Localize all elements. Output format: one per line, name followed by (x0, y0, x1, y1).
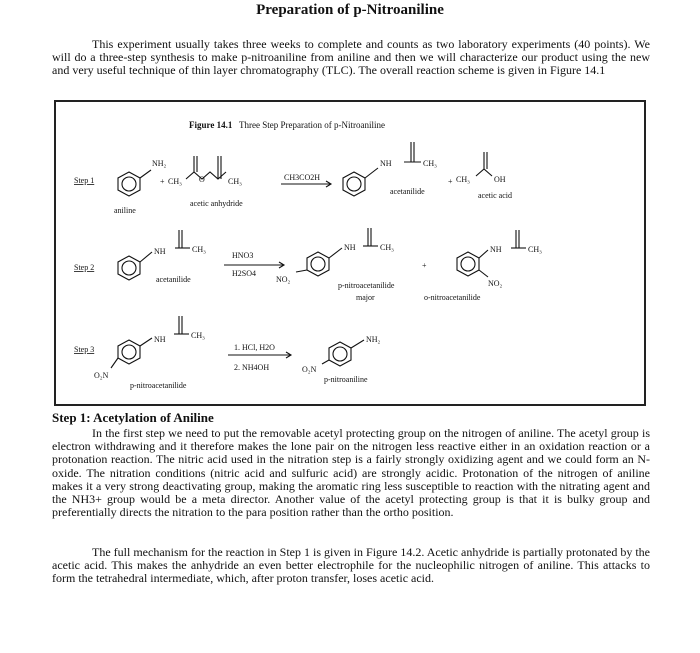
step3-reagent-bottom: 2. NH4OH (234, 363, 270, 372)
page-title: Preparation of p-Nitroaniline (256, 2, 444, 18)
p-nitroaniline-name: p-nitroaniline (324, 375, 368, 384)
reaction-scheme (56, 102, 648, 408)
o-nitroacetanilide-name: o-nitroacetanilide (424, 293, 481, 302)
p-nitroacetanilide-name: p-nitroacetanilide (338, 281, 395, 290)
svg-text:NH: NH (344, 243, 356, 252)
step3-reagent-top: 1. HCl, H2O (234, 343, 275, 352)
step2-plus: + (422, 261, 427, 270)
svg-text:CH₃: CH₃ (191, 331, 205, 340)
svg-text:NH: NH (490, 245, 502, 254)
step3-reactant-name: p-nitroacetanilide (130, 381, 187, 390)
svg-text:NH: NH (380, 159, 392, 168)
svg-text:NH: NH (154, 247, 166, 256)
svg-text:CH₃: CH₃ (168, 177, 182, 186)
svg-text:CH₃: CH₃ (192, 245, 206, 254)
p-product-major: major (356, 293, 375, 302)
figure-caption-label: Figure 14.1 (189, 120, 233, 130)
step1-reagent: CH3CO2H (284, 173, 321, 182)
step1-label: Step 1 (74, 176, 95, 185)
svg-text:O₂N: O₂N (94, 371, 109, 380)
step3-label: Step 3 (74, 345, 95, 354)
acetic-anhydride-name: acetic anhydride (190, 199, 243, 208)
step1-plus2: + (448, 177, 453, 186)
structure-labels (94, 159, 542, 380)
svg-text:NH₂: NH₂ (152, 159, 167, 168)
svg-text:CH₃: CH₃ (380, 243, 394, 252)
svg-text:NO₂: NO₂ (276, 275, 291, 284)
step2-label: Step 2 (74, 263, 95, 272)
svg-text:NH₂: NH₂ (366, 335, 381, 344)
paragraph-1: In the first step we need to put the removable acetyl protecting group on the nitrogen of aniline. The acetyl group is electron withdrawing and it therefore makes the lone pair on the nitrogen less reactive either in an oxidation reaction or a protonation reaction. The nitric acid used in the nitration step is a fairly strongly oxidizing agent and we could form an N-oxide. The nitration conditions (nitric acid and sulfuric acid) are strongly acidic. Protonation of the nitrogen of aniline makes it a very strong deactivating group, making the aromatic ring less susceptible to reaction with the nitrating agent and the NH3+ group would be a meta director. Another value of the acetyl protecting group is that it is bulky group and preferentially directs the nitration to the para position rather than the ortho position. (52, 426, 650, 520)
paragraph-2: The full mechanism for the reaction in Step 1 is given in Figure 14.2. Acetic anhydride is partially protonated by the acetic acid. This makes the anhydride an even better electrophile for the nucleophilic nitrogen of aniline. This attacks to form the tetrahedral intermediate, which, after proton transfer, loses acetic acid. (52, 545, 650, 586)
figure-caption-text: Three Step Preparation of p-Nitroaniline (239, 120, 385, 130)
step2-acetanilide-name: acetanilide (156, 275, 191, 284)
intro-paragraph: This experiment usually takes three weeks to complete and counts as two laboratory experiments (40 points). We will do a three-step synthesis to make p-nitroaniline from aniline and then we will characterize our product using the new and very useful technique of thin layer chromatography (TLC). The overall reaction scheme is given in Figure 14.1 (52, 37, 650, 77)
svg-text:CH₃: CH₃ (423, 159, 437, 168)
figure-14-1 (54, 100, 646, 406)
svg-text:O₂N: O₂N (302, 365, 317, 374)
aniline-name: aniline (114, 206, 136, 215)
svg-text:CH₃: CH₃ (528, 245, 542, 254)
acetic-acid-name: acetic acid (478, 191, 512, 200)
step1-plus1: + (160, 177, 165, 186)
svg-text:CH₃: CH₃ (228, 177, 242, 186)
svg-text:OH: OH (494, 175, 506, 184)
svg-text:CH₃: CH₃ (456, 175, 470, 184)
svg-text:O: O (199, 175, 205, 184)
step2-reagent-bottom: H2SO4 (232, 269, 257, 278)
svg-text:NO₂: NO₂ (488, 279, 503, 288)
step1-heading: Step 1: Acetylation of Aniline (52, 410, 214, 425)
svg-text:NH: NH (154, 335, 166, 344)
acetanilide-name: acetanilide (390, 187, 425, 196)
step2-reagent-top: HNO3 (232, 251, 254, 260)
